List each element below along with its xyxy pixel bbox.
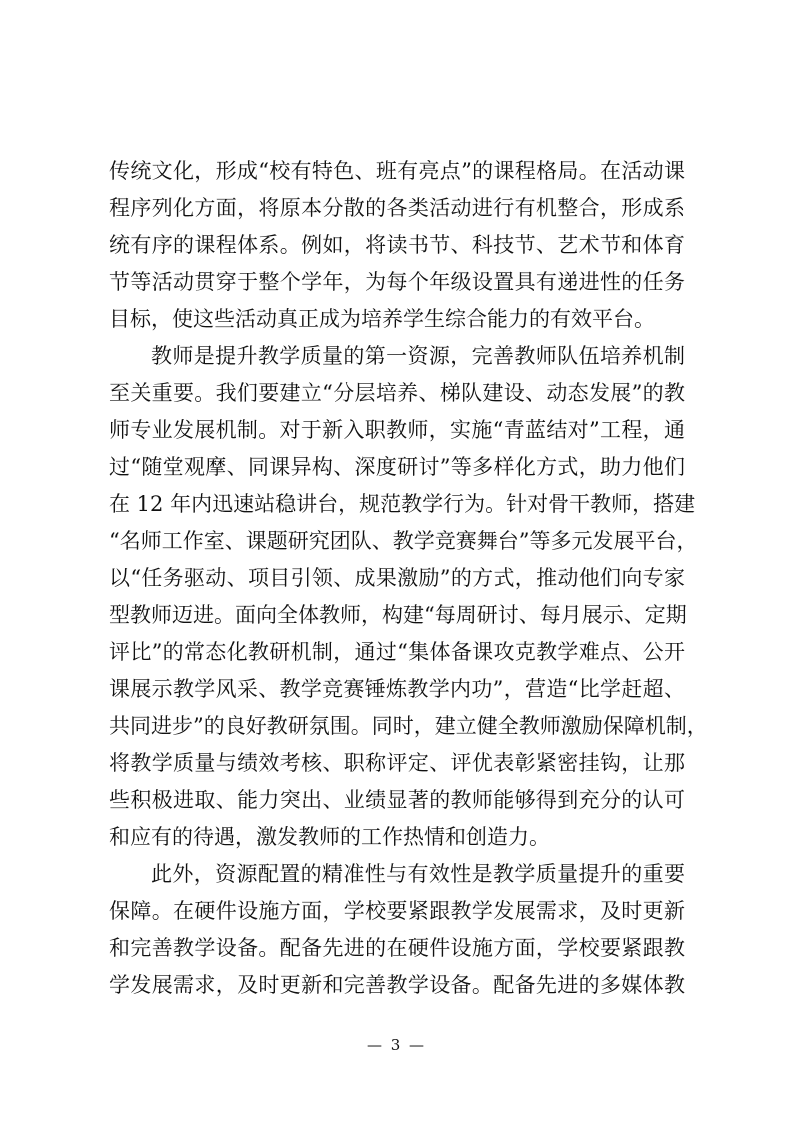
text-line: 节等活动贯穿于整个学年，为每个年级设置具有递进性的任务 bbox=[109, 270, 685, 294]
text-line: 些积极进取、能力突出、业绩显著的教师能够得到充分的认可 bbox=[109, 788, 685, 812]
text-line: “名师工作室、课题研究团队、教学竞赛舞台”等多元发展平台， bbox=[109, 529, 698, 553]
text-line: 型教师迈进。面向全体教师，构建“每周研讨、每月展示、定期 bbox=[109, 603, 687, 627]
text-line: 共同进步”的良好教研氛围。同时，建立健全教师激励保障机制， bbox=[109, 714, 708, 738]
text-line: 和应有的待遇，激发教师的工作热情和创造力。 bbox=[109, 825, 550, 849]
text-line: 课展示教学风采、教学竞赛锤炼教学内功”，营造“比学赶超、 bbox=[109, 677, 685, 701]
body-text bbox=[109, 153, 708, 1004]
text-line: 将教学质量与绩效考核、职称评定、评优表彰紧密挂钩，让那 bbox=[109, 751, 685, 775]
text-line: 此外，资源配置的精准性与有效性是教学质量提升的重要 bbox=[151, 862, 685, 886]
text-line: 保障。在硬件设施方面，学校要紧跟教学发展需求，及时更新 bbox=[109, 899, 685, 923]
text-line: 统有序的课程体系。例如，将读书节、科技节、艺术节和体育 bbox=[109, 233, 685, 257]
text-line: 学发展需求，及时更新和完善教学设备。配备先进的多媒体教 bbox=[109, 973, 685, 997]
text-line: 过“随堂观摩、同课异构、深度研讨”等多样化方式，助力他们 bbox=[109, 455, 685, 479]
page-number: — 3 — bbox=[366, 1036, 427, 1054]
text-line: 目标，使这些活动真正成为培养学生综合能力的有效平台。 bbox=[109, 307, 655, 331]
text-line: 传统文化，形成“校有特色、班有亮点”的课程格局。在活动课 bbox=[109, 159, 685, 183]
text-line: 在 12 年内迅速站稳讲台，规范教学行为。针对骨干教师，搭建 bbox=[109, 492, 696, 516]
text-line: 程序列化方面，将原本分散的各类活动进行有机整合，形成系 bbox=[109, 196, 685, 220]
text-line: 评比”的常态化教研机制，通过“集体备课攻克教学难点、公开 bbox=[109, 640, 685, 664]
text-line: 以“任务驱动、项目引领、成果激励”的方式，推动他们向专家 bbox=[109, 566, 685, 590]
text-line: 教师是提升教学质量的第一资源，完善教师队伍培养机制 bbox=[151, 344, 685, 368]
text-line: 和完善教学设备。配备先进的在硬件设施方面，学校要紧跟教 bbox=[109, 936, 685, 960]
text-line: 至关重要。我们要建立“分层培养、梯队建设、动态发展”的教 bbox=[109, 381, 685, 405]
text-line: 师专业发展机制。对于新入职教师，实施“青蓝结对”工程，通 bbox=[109, 418, 685, 442]
